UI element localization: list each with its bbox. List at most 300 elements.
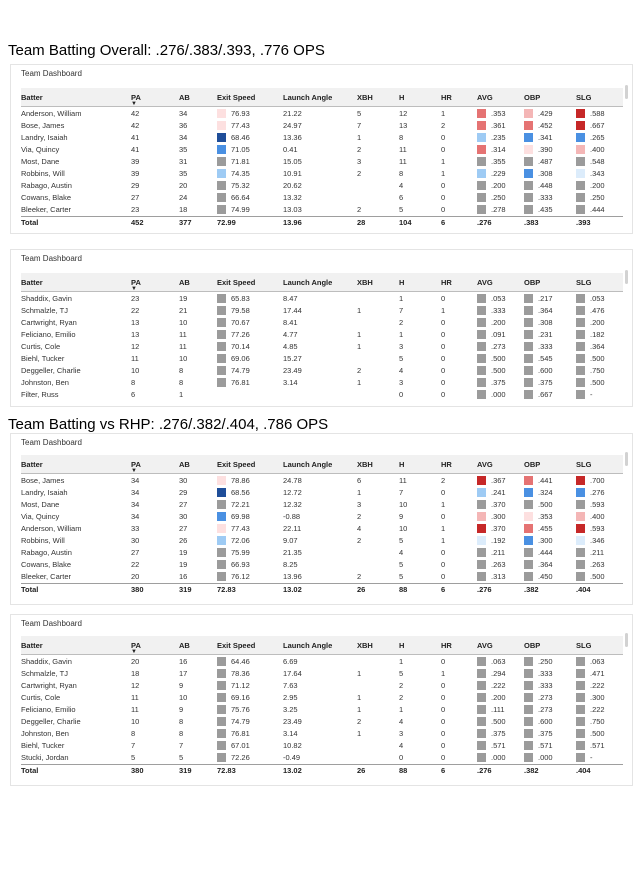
avg-header[interactable] [477, 273, 524, 292]
batter-name [21, 365, 131, 377]
cell-value: .450 [538, 572, 553, 582]
obp-value [524, 752, 576, 765]
h-value [399, 764, 441, 777]
avg-value [477, 304, 524, 316]
cell-value: 17.44 [283, 305, 302, 315]
obp-value [524, 304, 576, 316]
table-row[interactable] [21, 474, 623, 487]
launch-angle-value [283, 365, 357, 377]
cell-value: .276 [477, 585, 492, 595]
cell-value: .700 [590, 475, 605, 485]
avg-value [477, 377, 524, 389]
cell-value: .441 [538, 475, 553, 485]
xbh-header[interactable] [357, 455, 399, 474]
color-scale-swatch [217, 657, 226, 666]
batter-header[interactable] [21, 636, 131, 655]
batter-name [21, 143, 131, 155]
cell-value: 24.97 [283, 120, 302, 130]
cell-value: .343 [590, 169, 605, 179]
cell-value: Bose, James [21, 475, 65, 485]
color-scale-swatch [217, 366, 226, 375]
cell-value: 0 [441, 390, 446, 400]
obp-value [524, 143, 576, 155]
exit-speed-header[interactable] [217, 636, 283, 655]
color-scale-swatch [217, 294, 226, 303]
cell-value: 0 [441, 293, 446, 303]
slg-header[interactable] [576, 273, 623, 292]
cell-value: 34 [131, 487, 140, 497]
cell-value: 1 [441, 523, 446, 533]
ab-value [179, 667, 217, 679]
color-scale-swatch [477, 705, 486, 714]
cell-value: 74.79 [231, 366, 250, 376]
obp-value [524, 204, 576, 217]
ab-value [179, 143, 217, 155]
table-row[interactable] [21, 510, 623, 522]
color-scale-swatch [524, 681, 533, 690]
cell-value: 17 [179, 668, 188, 678]
xbh-value [357, 667, 399, 679]
sort-descending-icon[interactable]: ▼ [131, 468, 137, 474]
table-row[interactable] [21, 292, 623, 305]
cell-value: 13.02 [283, 766, 302, 776]
cell-value: Anderson, William [21, 523, 82, 533]
avg-value [477, 119, 524, 131]
color-scale-swatch [524, 488, 533, 497]
avg-value [477, 365, 524, 377]
cell-value: .346 [590, 536, 605, 546]
launch-angle-value [283, 752, 357, 765]
color-scale-swatch [477, 390, 486, 399]
table-row[interactable] [21, 143, 623, 155]
launch-angle-header[interactable] [283, 273, 357, 292]
cell-value: 1 [357, 329, 362, 339]
exit-speed-value [217, 571, 283, 584]
launch-angle-header[interactable] [283, 636, 357, 655]
h-value [399, 474, 441, 487]
launch-angle-value [283, 192, 357, 204]
cell-value: 88 [399, 766, 408, 776]
cell-value: 1 [399, 329, 404, 339]
color-scale-swatch [524, 354, 533, 363]
table-row[interactable] [21, 167, 623, 179]
cell-value: .053 [590, 293, 605, 303]
table-row[interactable] [21, 691, 623, 703]
scrollbar[interactable] [625, 452, 628, 466]
pa-value [131, 131, 179, 143]
scrollbar[interactable] [625, 633, 628, 647]
ab-header[interactable] [179, 455, 217, 474]
table-row[interactable] [21, 377, 623, 389]
exit-speed-header[interactable] [217, 273, 283, 292]
cell-value: .263 [491, 560, 506, 570]
xbh-value [357, 389, 399, 401]
table-row[interactable] [21, 389, 623, 401]
column-label: AB [179, 459, 190, 469]
cell-value: 27 [179, 499, 188, 509]
h-value [399, 328, 441, 340]
cell-value: 2 [357, 572, 362, 582]
hr-value [441, 292, 477, 305]
table-row[interactable] [21, 547, 623, 559]
avg-value [477, 486, 524, 498]
h-value [399, 547, 441, 559]
batter-name [21, 316, 131, 328]
avg-header[interactable] [477, 88, 524, 107]
h-header[interactable] [399, 88, 441, 107]
table-row[interactable] [21, 119, 623, 131]
column-label: Exit Speed [217, 92, 256, 102]
slg-header[interactable] [576, 636, 623, 655]
cell-value: 41 [131, 132, 140, 142]
color-scale-swatch [217, 741, 226, 750]
exit-speed-value [217, 510, 283, 522]
h-header[interactable] [399, 455, 441, 474]
batter-name [21, 764, 131, 777]
table-row[interactable] [21, 571, 623, 584]
column-label: SLG [576, 459, 592, 469]
launch-angle-value [283, 655, 357, 668]
color-scale-swatch [576, 109, 585, 118]
cell-value: 2.95 [283, 692, 298, 702]
cell-value: 1 [441, 499, 446, 509]
pa-value [131, 167, 179, 179]
hr-value [441, 655, 477, 668]
table-row[interactable] [21, 304, 623, 316]
color-scale-swatch [217, 193, 226, 202]
color-scale-swatch [524, 572, 533, 581]
launch-angle-value [283, 715, 357, 727]
obp-value [524, 119, 576, 131]
cell-value: 319 [179, 766, 192, 776]
hr-header[interactable] [441, 636, 477, 655]
xbh-value [357, 583, 399, 596]
obp-value [524, 703, 576, 715]
launch-angle-value [283, 728, 357, 740]
column-label: HR [441, 277, 452, 287]
table-row[interactable] [21, 316, 623, 328]
table-row[interactable] [21, 728, 623, 740]
xbh-header[interactable] [357, 273, 399, 292]
column-label: H [399, 640, 405, 650]
avg-value [477, 216, 524, 229]
obp-header[interactable] [524, 88, 576, 107]
total-row[interactable] [21, 764, 623, 777]
cell-value: .353 [491, 108, 506, 118]
obp-value [524, 365, 576, 377]
cell-value: 4 [399, 366, 404, 376]
launch-angle-value [283, 740, 357, 752]
cell-value: 1 [441, 305, 446, 315]
color-scale-swatch [524, 121, 533, 130]
table-row[interactable] [21, 328, 623, 340]
pa-value [131, 679, 179, 691]
cell-value: .294 [491, 668, 506, 678]
hr-value [441, 389, 477, 401]
pa-header[interactable] [131, 455, 179, 474]
cell-value: 6 [131, 390, 136, 400]
pa-header[interactable] [131, 273, 179, 292]
scrollbar[interactable] [625, 85, 628, 99]
batter-name [21, 340, 131, 352]
column-label: AVG [477, 640, 493, 650]
cell-value: .500 [590, 378, 605, 388]
color-scale-swatch [524, 390, 533, 399]
exit-speed-value [217, 559, 283, 571]
cell-value: 23.49 [283, 717, 302, 727]
cell-value: 29 [131, 181, 140, 191]
slg-value [576, 655, 623, 668]
launch-angle-value [283, 498, 357, 510]
batter-name [21, 752, 131, 765]
color-scale-swatch [576, 572, 585, 581]
cell-value: 72.26 [231, 753, 250, 763]
slg-header[interactable] [576, 88, 623, 107]
exit-speed-header[interactable] [217, 455, 283, 474]
xbh-value [357, 715, 399, 727]
hr-header[interactable] [441, 455, 477, 474]
exit-speed-value [217, 143, 283, 155]
color-scale-swatch [217, 378, 226, 387]
color-scale-swatch [524, 330, 533, 339]
cell-value: Bleeker, Carter [21, 572, 72, 582]
obp-value [524, 764, 576, 777]
sort-descending-icon[interactable]: ▼ [131, 101, 137, 107]
cell-value: 3.14 [283, 729, 298, 739]
table-row[interactable] [21, 752, 623, 765]
exit-speed-value [217, 180, 283, 192]
total-row[interactable] [21, 583, 623, 596]
cell-value: .400 [590, 511, 605, 521]
cell-value: .063 [590, 656, 605, 666]
table-row[interactable] [21, 715, 623, 727]
ab-header[interactable] [179, 273, 217, 292]
cell-value: .404 [576, 585, 591, 595]
table-row[interactable] [21, 655, 623, 668]
h-value [399, 679, 441, 691]
cell-value: 72.83 [217, 585, 236, 595]
table-row[interactable] [21, 486, 623, 498]
column-label: HR [441, 640, 452, 650]
ab-value [179, 365, 217, 377]
table-row[interactable] [21, 522, 623, 534]
batter-name [21, 328, 131, 340]
avg-value [477, 316, 524, 328]
cell-value: .375 [491, 378, 506, 388]
team-dashboard-panel [10, 249, 633, 407]
table-row[interactable] [21, 365, 623, 377]
cell-value: 12 [399, 108, 408, 118]
cell-value: 69.98 [231, 511, 250, 521]
cell-value: 4 [399, 717, 404, 727]
obp-value [524, 571, 576, 584]
xbh-value [357, 204, 399, 217]
cell-value: 75.32 [231, 181, 250, 191]
cell-value: .263 [590, 560, 605, 570]
color-scale-swatch [217, 145, 226, 154]
cell-value: 0 [441, 572, 446, 582]
cell-value: 8 [179, 717, 184, 727]
color-scale-swatch [477, 306, 486, 315]
cell-value: .300 [538, 536, 553, 546]
xbh-value [357, 547, 399, 559]
slg-header[interactable] [576, 455, 623, 474]
launch-angle-value [283, 547, 357, 559]
table-row[interactable] [21, 534, 623, 546]
exit-speed-value [217, 204, 283, 217]
team-dashboard-panel [10, 614, 633, 786]
slg-value [576, 292, 623, 305]
scrollbar[interactable] [625, 270, 628, 284]
pa-header[interactable] [131, 636, 179, 655]
ab-value [179, 389, 217, 401]
cell-value: 2 [357, 717, 362, 727]
cell-value: Feliciano, Emilio [21, 329, 76, 339]
table-row[interactable] [21, 703, 623, 715]
column-label: HR [441, 459, 452, 469]
cell-value: 0 [441, 317, 446, 327]
launch-angle-header[interactable] [283, 88, 357, 107]
xbh-header[interactable] [357, 88, 399, 107]
batter-header[interactable] [21, 88, 131, 107]
batter-name [21, 377, 131, 389]
column-label: PA [131, 459, 141, 469]
table-row[interactable] [21, 155, 623, 167]
obp-header[interactable] [524, 636, 576, 655]
table-row[interactable] [21, 667, 623, 679]
obp-value [524, 583, 576, 596]
table-row[interactable] [21, 192, 623, 204]
color-scale-swatch [477, 524, 486, 533]
batter-name [21, 216, 131, 229]
cell-value: Robbins, Will [21, 536, 65, 546]
cell-value: 0 [441, 366, 446, 376]
obp-header[interactable] [524, 455, 576, 474]
cell-value: 76.93 [231, 108, 250, 118]
cell-value: 11 [179, 341, 187, 351]
hr-header[interactable] [441, 273, 477, 292]
pa-value [131, 740, 179, 752]
xbh-value [357, 679, 399, 691]
obp-value [524, 377, 576, 389]
cell-value: 0 [441, 548, 446, 558]
launch-angle-value [283, 522, 357, 534]
cell-value: .476 [590, 305, 605, 315]
color-scale-swatch [477, 548, 486, 557]
exit-speed-value [217, 764, 283, 777]
ab-header[interactable] [179, 88, 217, 107]
cell-value: 0 [441, 487, 446, 497]
cell-value: 8 [179, 366, 184, 376]
h-header[interactable] [399, 636, 441, 655]
cell-value: 0 [441, 511, 446, 521]
ab-value [179, 304, 217, 316]
avg-header[interactable] [477, 636, 524, 655]
exit-speed-header[interactable] [217, 88, 283, 107]
cell-value: Filter, Russ [21, 390, 59, 400]
slg-value [576, 316, 623, 328]
cell-value: 1 [357, 341, 362, 351]
color-scale-swatch [217, 729, 226, 738]
table-row[interactable] [21, 352, 623, 364]
table-row[interactable] [21, 559, 623, 571]
xbh-header[interactable] [357, 636, 399, 655]
exit-speed-value [217, 389, 283, 401]
batter-header[interactable] [21, 273, 131, 292]
slg-value [576, 377, 623, 389]
ab-header[interactable] [179, 636, 217, 655]
table-row[interactable] [21, 340, 623, 352]
cell-value: 3 [399, 341, 404, 351]
table-row[interactable] [21, 679, 623, 691]
obp-value [524, 740, 576, 752]
table-row[interactable] [21, 740, 623, 752]
panel-title: Team Dashboard [21, 69, 82, 78]
cell-value: 67.01 [231, 741, 250, 751]
batting-table [21, 88, 623, 229]
table-row[interactable] [21, 498, 623, 510]
obp-value [524, 486, 576, 498]
exit-speed-value [217, 328, 283, 340]
cell-value: 10 [131, 366, 140, 376]
total-row[interactable] [21, 216, 623, 229]
obp-header[interactable] [524, 273, 576, 292]
launch-angle-header[interactable] [283, 455, 357, 474]
cell-value: .370 [491, 499, 506, 509]
h-header[interactable] [399, 273, 441, 292]
pa-value [131, 216, 179, 229]
cell-value: 0 [441, 205, 446, 215]
cell-value: 18 [131, 668, 140, 678]
hr-header[interactable] [441, 88, 477, 107]
batter-name [21, 571, 131, 584]
cell-value: 9 [179, 704, 184, 714]
ab-value [179, 340, 217, 352]
sort-descending-icon[interactable]: ▼ [131, 286, 137, 292]
table-row[interactable] [21, 204, 623, 217]
pa-header[interactable] [131, 88, 179, 107]
cell-value: Total [21, 218, 39, 228]
hr-value [441, 728, 477, 740]
slg-value [576, 764, 623, 777]
color-scale-swatch [217, 306, 226, 315]
cell-value: Curtis, Cole [21, 341, 61, 351]
cell-value: .333 [538, 193, 553, 203]
obp-value [524, 510, 576, 522]
pa-value [131, 389, 179, 401]
table-row[interactable] [21, 107, 623, 120]
sort-descending-icon[interactable]: ▼ [131, 649, 137, 655]
avg-header[interactable] [477, 455, 524, 474]
launch-angle-value [283, 486, 357, 498]
cell-value: Total [21, 585, 39, 595]
cell-value: 26 [357, 585, 366, 595]
batter-header[interactable] [21, 455, 131, 474]
cell-value: 22.11 [283, 523, 302, 533]
xbh-value [357, 691, 399, 703]
cell-value: 0 [441, 680, 446, 690]
cell-value: 75.99 [231, 548, 250, 558]
cell-value: 0 [441, 753, 446, 763]
cell-value: 1 [441, 108, 446, 118]
color-scale-swatch [217, 476, 226, 485]
table-row[interactable] [21, 180, 623, 192]
launch-angle-value [283, 510, 357, 522]
table-row[interactable] [21, 131, 623, 143]
avg-value [477, 703, 524, 715]
avg-value [477, 107, 524, 120]
batter-name [21, 292, 131, 305]
